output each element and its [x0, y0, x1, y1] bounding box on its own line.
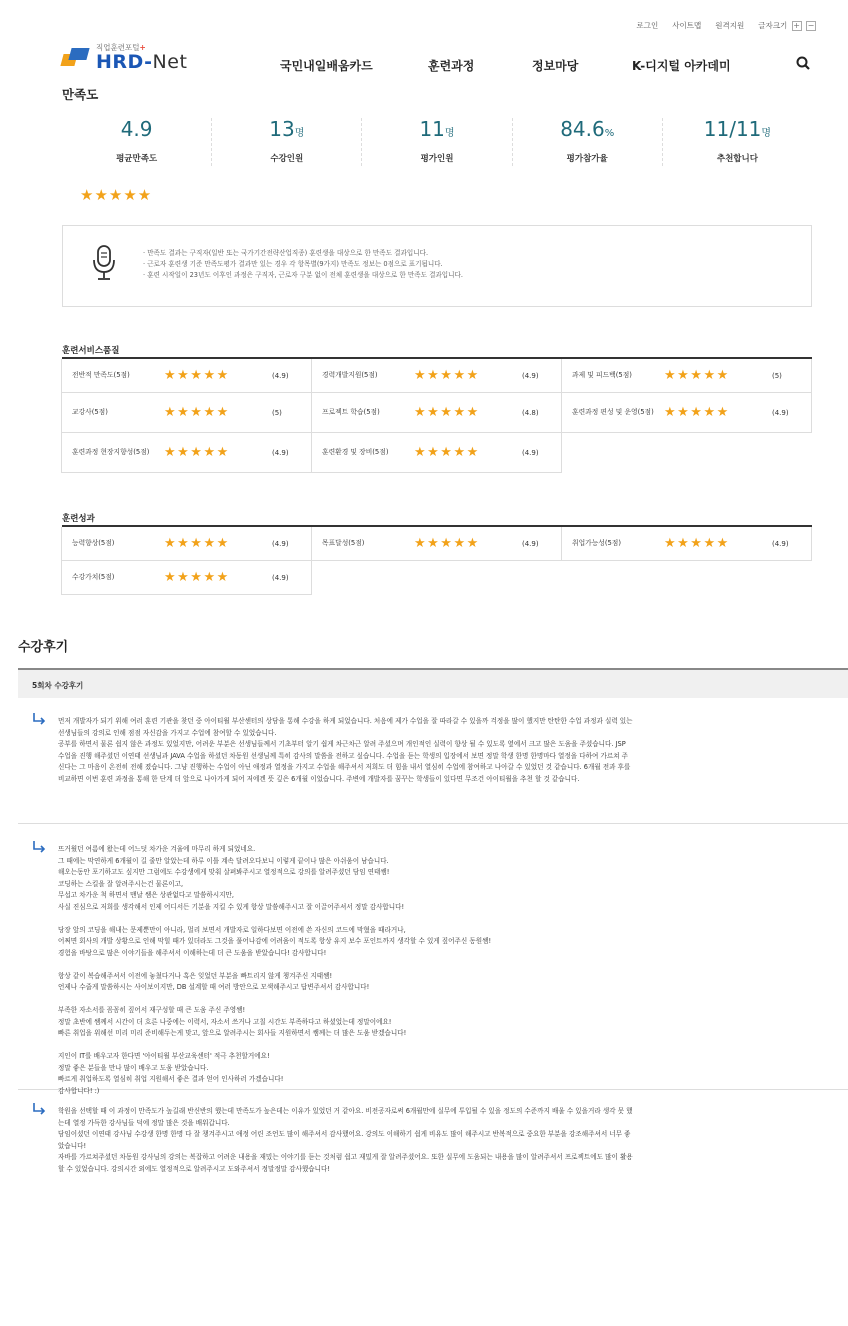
rating-cell: 훈련과정 현장지향성(5점) ★★★★★ (4.9) [61, 433, 312, 473]
stat-participation: 84.6% 평가참가율 [513, 118, 663, 166]
font-size-label: 글자크기 [758, 21, 788, 30]
star-rating: ★★★★★ [664, 405, 730, 420]
outcome-title: 훈련성과 [62, 514, 95, 524]
logo-plus: + [139, 43, 146, 52]
rating-cell: 취업가능성(5점) ★★★★★ (4.9) [561, 527, 812, 561]
login-link[interactable]: 로그인 [636, 21, 659, 30]
sitemap-link[interactable]: 사이트맵 [672, 21, 702, 30]
nav-item-courses[interactable]: 훈련과정 [428, 59, 475, 73]
review-text: 먼저 개발자가 되기 위해 여러 훈련 기관을 찾던 중 아이티윌 부산센터의 상담을 통해 수강을 하게 되었습니다. 처음에 제가 수업을 잘 따라갈 수 있을까 걱정을 많이 했지만 탄탄한 수업 과정과 실력 있는 선생님들의 강의로 인해 점점 자신감을 가지고 수업에 참여할 수 있었습니다. 공부를 하면서 물론 쉽지 않은 과정도 있었지만, 어려운 부분은 선생님들께서 기초부터 알기 쉽게 차근차근 알려 주셨으며 개인적인 실력이 향상 될 수 있도록 옆에서 크고 많은 도움을 주셨습니다. JSP 수업을 진행 해주셨던 이연태 선생님과 JAVA 수업을 하셨던 차동원 선생님께 특히 감사의 말씀을 전하고 싶습니다. 수업을 듣는 학생의 입장에서 보면 정말 학생 한명 한명마다 열정을 다하여 가르쳐 주 신다는 그 마음이 온전히 전해 졌습니다. 그냥 진행하는 수업이 아닌 애정과 열정을 가지고 수업을 해주셔서 저희도 더 힘을 내서 열심히 수업에 참여하고 나아갈 수 있었던 것 같습니다. 6개월 전과 후를 비교하면 이번 훈련 과정을 통해 한 단계 더 앞으로 나아가게 되어 저에겐 뜻 깊은 6개월 이었습니다. 주변에 개발자를 꿈꾸는 학생들이 있다면 무조건 아이티윌을 추천 할 것 같습니다. [58, 717, 633, 783]
logo-net: Net [152, 51, 188, 73]
nav-item-k-digital[interactable]: K-디지털 아카데미 [632, 59, 731, 73]
notice-item: · 근로자 훈련생 기준 만족도평가 결과만 있는 경우 각 항목별(9가지) 만족도 정보는 0점으로 표기됩니다. [143, 260, 443, 268]
star-rating: ★★★★★ [164, 570, 230, 585]
rating-cell: 과제 및 피드백(5점) ★★★★★ (5) [561, 359, 812, 393]
remote-support-link[interactable]: 원격지원 [715, 21, 745, 30]
logo-subtitle: 직업훈련포털 [96, 43, 140, 52]
font-size-increase-button[interactable]: + [793, 21, 800, 30]
rating-cell: 전반적 만족도(5점) ★★★★★ (4.9) [61, 359, 312, 393]
review-item [18, 712, 848, 824]
rating-cell: 수강가치(5점) ★★★★★ (4.9) [61, 561, 312, 595]
font-size-control [758, 20, 816, 31]
stat-average: 4.9 평균만족도 [62, 118, 212, 166]
star-rating: ★★★★★ [664, 536, 730, 551]
reply-arrow-icon [32, 1102, 46, 1116]
star-rating: ★★★★★ [414, 536, 480, 551]
rating-cell: 목표달성(5점) ★★★★★ (4.9) [311, 527, 562, 561]
reply-arrow-icon [32, 840, 46, 854]
review-text: 학원을 선택할 때 이 과정이 만족도가 높길래 반신반의 했는데 만족도가 높은데는 이유가 있었던 거 같아요. 비전공자로써 6개월만에 실무에 투입될 수 있을 정도의 수준까지 배울 수 있을거라 생각 못 했 는데 열정 가득한 강사님들 덕에 정말 많은 것을 배워갑니다. 담임이셨던 이연태 강사님 수강생 한명 한명 다 잘 챙겨주시고 애정 어린 조언도 많이 해주셔서 감사했어요. 강의도 이해하기 쉽게 비유도 많이 해주시고 반복적으로 중요한 부분을 강조해주셔서 너무 좋 았습니다! 자바를 가르쳐주셨던 차동원 강사님의 강의는 복잡하고 어려운 내용을 재밌는 이야기를 듣는 것처럼 쉽고 재밌게 잘 알려주셨어요. 또한 실무에 도움되는 내용을 많이 알려주셔서 프로젝트에도 많이 활용 할 수 있었습니다. 강의시간 외에도 열정적으로 알려주시고 도와주셔서 정말정말 감사했습니다! [58, 1107, 633, 1173]
service-quality-table [62, 357, 812, 473]
satisfaction-stats [62, 118, 812, 166]
star-rating: ★★★★★ [164, 536, 230, 551]
rating-cell: 교강사(5점) ★★★★★ (5) [61, 393, 312, 433]
satisfaction-notice-box [62, 225, 812, 307]
service-quality-title: 훈련서비스품질 [62, 346, 120, 356]
site-logo[interactable] [62, 42, 187, 71]
main-nav [280, 57, 731, 74]
nav-item-info[interactable]: 정보마당 [532, 59, 579, 73]
overall-star-rating: ★★★★★ [80, 186, 153, 204]
nav-item-card[interactable]: 국민내일배움카드 [280, 59, 373, 73]
review-item [18, 840, 848, 1095]
microphone-icon [89, 244, 119, 282]
stat-enrolled: 13명 수강인원 [212, 118, 362, 166]
outcome-table [62, 525, 812, 595]
star-rating: ★★★★★ [414, 445, 480, 460]
review-text: 뜨거웠던 여름에 왔는데 어느덧 차가운 겨울에 마무리 하게 되었네요. 그 때에는 막연하게 6개월이 길 줄만 알았는데 하루 이틀 계속 달려오다보니 이렇게 끝이나 많은 아쉬움이 남습니다. 해오는동안 포기하고도 싶지만 그럼에도 수강생에게 맞춰 살펴봐주시고 열정적으로 강의를 알려주셨던 담임 연태쌤! 코딩하는 스킬을 잘 알려주시는건 물론이고, 무섭고 차가운 척 하면서 맨날 쌤은 상관없다고 말씀하시지만, 사실 진심으로 저희를 생각해서 인제 어디서든 기분을 지킬 수 있게 항상 말씀해주시고 잘 이끌어주셔서 정말 감사합니다! 당장 앞의 코딩을 해내는 문제뿐만이 아니라, 멀리 보면서 개발자로 일하다보면 이전에 쓴 자신의 코드에 막혔을 때라거나, 어쩌면 회사의 개발 상황으로 인해 막힐 때가 있더라도 그것을 풀어나감에 어려움이 적도록 항상 유지 보수 포인트까지 생각할 수 있게 짚어주신 동원쌤! 경험을 바탕으로 많은 이야기들을 해주셔서 이해하는데 더 큰 도움을 받았습니다! 감사합니다! 항상 같이 복습해주셔서 이전에 놓쳤다거나 혹은 잊었던 부분을 빠트리지 않게 챙겨주신 지태쌤! 언제나 수줍게 말씀하시는 사이보이지만, DB 설계할 때 여러 방안으로 모색해주시고 답변주셔서 감사합니다! 부족한 자소서를 꼼꼼히 짚어서 재구성할 때 큰 도움 주신 주영쌤! 정말 초반에 쌤께서 시간이 더 흐른 나중에는 이력서, 자소서 쓰거나 고칠 시간도 부족하다고 하셨었는데 정말이에요! 빠른 취업을 위해선 미리 미리 준비해두는게 맞고, 앞으로 알려주시는 회사들 지원하면서 쌤께는 더 많은 도움 받겠습니다! 지인이 IT를 배우고자 한다면 '아이티윌 부산교육센터' 적극 추천할거에요! 정말 좋은 분들을 만나 많이 배우고 도움 받았습니다. 빠르게 취업하도록 열심히 취업 지원해서 좋은 결과 얻어 인사하러 가겠습니다! 감사합니다! :) [58, 845, 492, 1095]
rating-cell: 훈련과정 편성 및 운영(5점) ★★★★★ (4.9) [561, 393, 812, 433]
review-item [18, 1102, 848, 1326]
star-rating: ★★★★★ [414, 368, 480, 383]
notice-item: · 훈련 시작일이 23년도 이후인 과정은 구직자, 근로자 구분 없이 전체 훈련생을 대상으로 한 만족도 결과입니다. [143, 271, 464, 279]
search-icon[interactable] [796, 56, 810, 70]
review-round-header: 5회차 수강후기 [18, 668, 848, 698]
star-rating: ★★★★★ [414, 405, 480, 420]
rating-cell: 능력향상(5점) ★★★★★ (4.9) [61, 527, 312, 561]
font-size-decrease-button[interactable]: − [807, 21, 815, 30]
reviews-title: 수강후기 [18, 640, 69, 655]
logo-hrd: HRD- [96, 51, 153, 73]
logo-mark-icon [62, 46, 90, 68]
satisfaction-title: 만족도 [62, 87, 99, 102]
stat-evaluators: 11명 평가인원 [362, 118, 512, 166]
star-rating: ★★★★★ [164, 405, 230, 420]
utility-bar [637, 20, 816, 31]
reply-arrow-icon [32, 712, 46, 726]
notice-item: · 만족도 결과는 구직자(일반 또는 국가기간전략산업직종) 훈련생을 대상으로 한 만족도 결과입니다. [143, 249, 429, 257]
stat-recommend: 11/11명 추천합니다 [703, 117, 772, 164]
rating-cell: 훈련환경 및 장비(5점) ★★★★★ (4.9) [311, 433, 562, 473]
star-rating: ★★★★★ [664, 368, 730, 383]
star-rating: ★★★★★ [164, 445, 230, 460]
notice-list [143, 248, 463, 281]
star-rating: ★★★★★ [164, 368, 230, 383]
rating-cell: 프로젝트 학습(5점) ★★★★★ (4.8) [311, 393, 562, 433]
rating-cell: 경력개발지원(5점) ★★★★★ (4.9) [311, 359, 562, 393]
